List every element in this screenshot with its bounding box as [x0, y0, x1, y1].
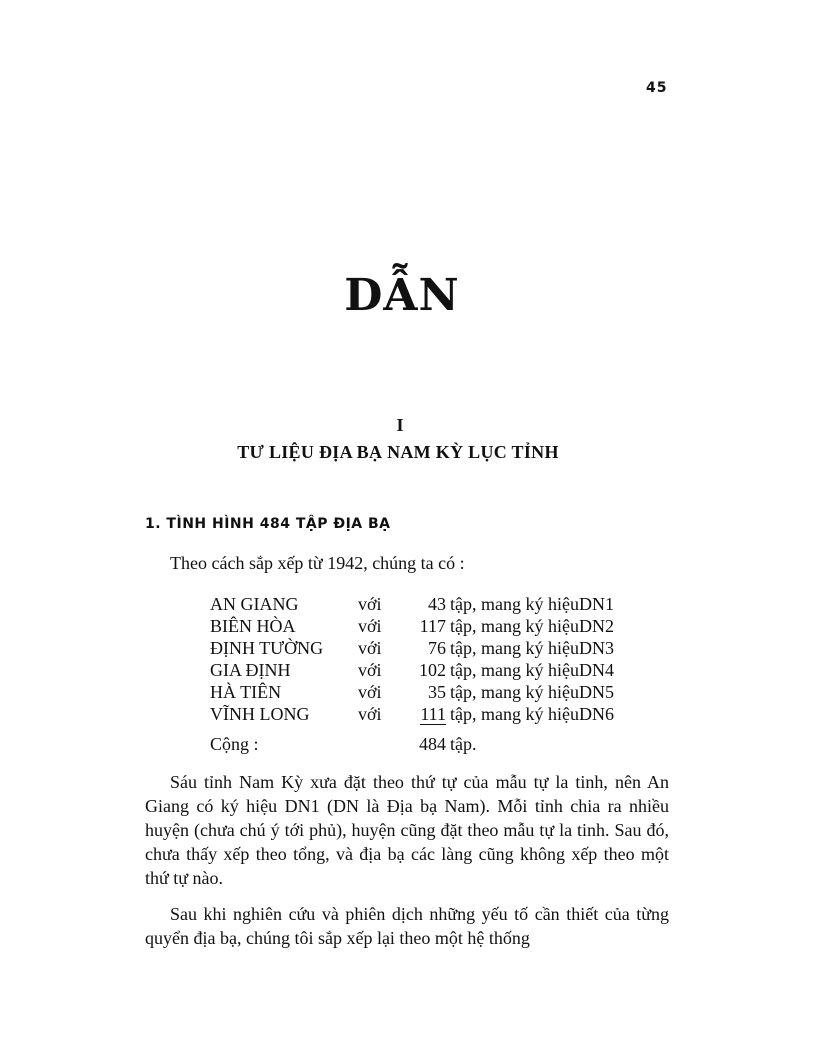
with-word: với: [358, 616, 382, 636]
part-number: I: [396, 415, 404, 435]
province-name: HÀ TIÊN: [210, 682, 282, 702]
table-row: [210, 659, 614, 681]
volume-desc: tập, mang ký hiệuDN2: [450, 616, 614, 636]
volume-desc: tập, mang ký hiệuDN1: [450, 594, 614, 614]
volume-count-underlined: 111: [420, 704, 446, 724]
with-word: với: [358, 638, 382, 658]
province-name: GIA ĐỊNH: [210, 660, 291, 680]
page-number: 45: [646, 80, 668, 96]
with-word: với: [358, 594, 382, 614]
volume-count: 117: [419, 616, 446, 636]
volume-count: 76: [428, 638, 446, 658]
volume-count: [396, 703, 450, 725]
paragraph: Sáu tỉnh Nam Kỳ xưa đặt theo thứ tự của mẫu tự la tinh, nên An Giang có ký hiệu DN1 (DN là Địa bạ Nam). Mỗi tỉnh chia ra nhiều huyện (chưa chú ý tới phủ), huyện cũng đặt theo mẫu tự la tinh. Sau đó, chưa thấy xếp theo tổng, và địa bạ các làng cũng không xếp theo một thứ tự nào.: [145, 772, 669, 888]
section-heading: 1. TÌNH HÌNH 484 TẬP ĐỊA BẠ: [145, 516, 391, 532]
total-spacer: [358, 725, 396, 755]
table-row: [210, 681, 614, 703]
province-name: AN GIANG: [210, 594, 299, 614]
province-table: [210, 593, 614, 755]
total-row: [210, 725, 614, 755]
volume-desc: tập, mang ký hiệuDN4: [450, 660, 614, 680]
with-word: với: [358, 704, 382, 724]
total-unit: tập.: [450, 734, 477, 754]
part-heading: TƯ LIỆU ĐỊA BẠ NAM KỲ LỤC TỈNH: [237, 442, 559, 462]
volume-count: 35: [428, 682, 446, 702]
paragraph: Sau khi nghiên cứu và phiên dịch những yếu tố cần thiết của từng quyển địa bạ, chúng tôi sắp xếp lại theo một hệ thống: [145, 904, 669, 948]
table-row: [210, 615, 614, 637]
intro-text: Theo cách sắp xếp từ 1942, chúng ta có :: [170, 553, 465, 573]
chapter-title: DẪN: [344, 270, 460, 321]
province-name: ĐỊNH TƯỜNG: [210, 638, 324, 658]
total-count: 484: [419, 734, 446, 754]
with-word: với: [358, 660, 382, 680]
volume-desc: tập, mang ký hiệuDN3: [450, 638, 614, 658]
volume-desc: tập, mang ký hiệuDN6: [450, 704, 614, 724]
volume-desc: tập, mang ký hiệuDN5: [450, 682, 614, 702]
table-row: [210, 703, 614, 725]
table-row: [210, 637, 614, 659]
volume-count: 102: [419, 660, 446, 680]
total-label: Cộng :: [210, 734, 259, 754]
table-row: [210, 593, 614, 615]
province-name: BIÊN HÒA: [210, 616, 296, 636]
with-word: với: [358, 682, 382, 702]
volume-count: 43: [428, 594, 446, 614]
province-name: VĨNH LONG: [210, 704, 310, 724]
